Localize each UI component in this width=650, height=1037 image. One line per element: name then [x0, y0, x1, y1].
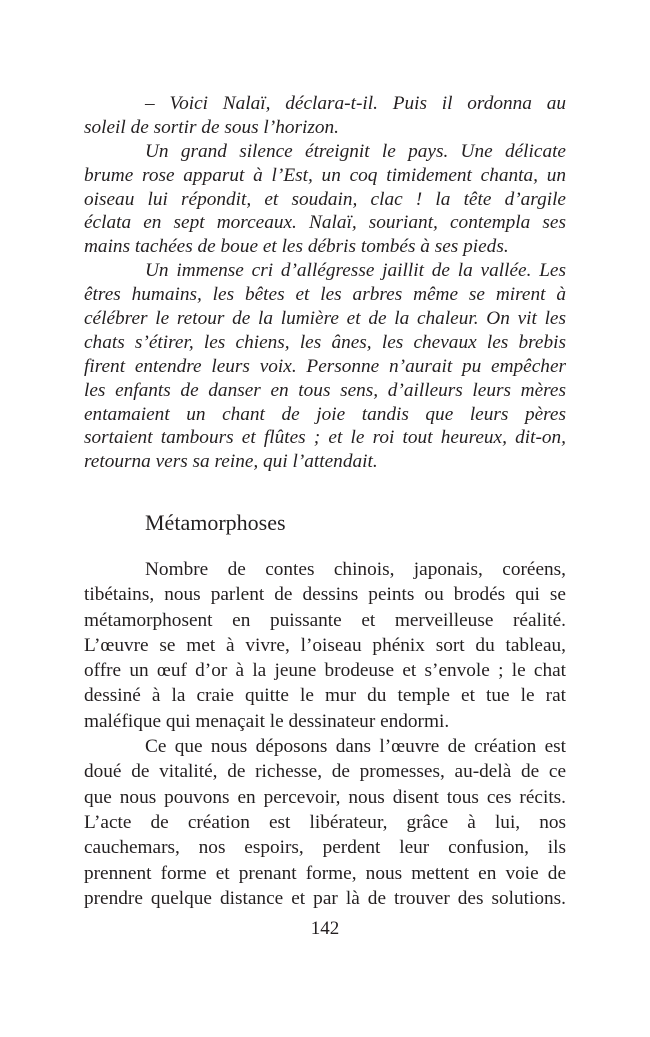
- page-number: 142: [310, 918, 340, 939]
- metamorphoses-section: [84, 557, 566, 911]
- italic-story-section: [84, 92, 566, 474]
- text-line: tibétains, nous parlent de dessins peints ou brodés qui se: [84, 584, 566, 606]
- text-line: doué de vitalité, de richesse, de promesses, au-delà de ce: [84, 761, 566, 783]
- text-line: retourna vers sa reine, qui l’attendait.: [84, 451, 378, 473]
- text-line: éclata en sept morceaux. Nalaï, souriant, contempla ses: [84, 212, 566, 234]
- text-line: chats s’étirer, les chiens, les ânes, les chevaux les brebis: [84, 331, 566, 353]
- text-line: offre un œuf d’or à la jeune brodeuse et s’envole ; le chat: [84, 660, 566, 682]
- text-line: mains tachées de boue et les débris tombés à ses pieds.: [84, 236, 509, 258]
- text-line: L’œuvre se met à vivre, l’oiseau phénix sort du tableau,: [84, 634, 566, 656]
- text-line: brume rose apparut à l’Est, un coq timidement chanta, un: [84, 164, 566, 186]
- text-line: maléfique qui menaçait le dessinateur endormi.: [84, 710, 450, 732]
- text-line: Nombre de contes chinois, japonais, coréens,: [145, 559, 566, 580]
- text-line: L’acte de création est libérateur, grâce à lui, nos: [84, 811, 566, 833]
- text-line: soleil de sortir de sous l’horizon.: [84, 116, 339, 138]
- text-line: prennent forme et prenant forme, nous mettent en voie de: [84, 862, 566, 884]
- text-line: êtres humains, les bêtes et les arbres même se mirent à: [84, 284, 566, 306]
- text-line: métamorphosent en puissante et merveilleuse réalité.: [84, 609, 566, 631]
- text-line: que nous pouvons en percevoir, nous disent tous ces récits.: [84, 786, 566, 808]
- text-line: entamaient un chant de joie tandis que leurs pères: [84, 403, 566, 425]
- text-line: Un immense cri d’allégresse jaillit de la vallée. Les: [145, 260, 566, 282]
- text-line: sortaient tambours et flûtes ; et le roi tout heureux, dit-on,: [84, 427, 566, 449]
- text-line: Un grand silence étreignit le pays. Une délicate: [145, 140, 566, 162]
- text-line: dessiné à la craie quitte le mur du temple et tue le rat: [84, 685, 566, 707]
- text-line: célébrer le retour de la lumière et de la chaleur. On vit les: [84, 308, 566, 330]
- text-line: – Voici Nalaï, déclara-t-il. Puis il ordonna au: [145, 93, 566, 114]
- text-line: oiseau lui répondit, et soudain, clac ! la tête d’argile: [84, 188, 566, 210]
- text-line: les enfants de danser en tous sens, d’ailleurs leurs mères: [84, 379, 566, 401]
- text-line: cauchemars, nos espoirs, perdent leur confusion, ils: [84, 837, 566, 859]
- text-line: prendre quelque distance et par là de trouver des solutions.: [84, 887, 566, 909]
- section-heading: Métamorphoses: [145, 510, 286, 535]
- text-line: firent entendre leurs voix. Personne n’aurait pu empêcher: [84, 355, 566, 377]
- text-line: Ce que nous déposons dans l’œuvre de création est: [145, 736, 566, 758]
